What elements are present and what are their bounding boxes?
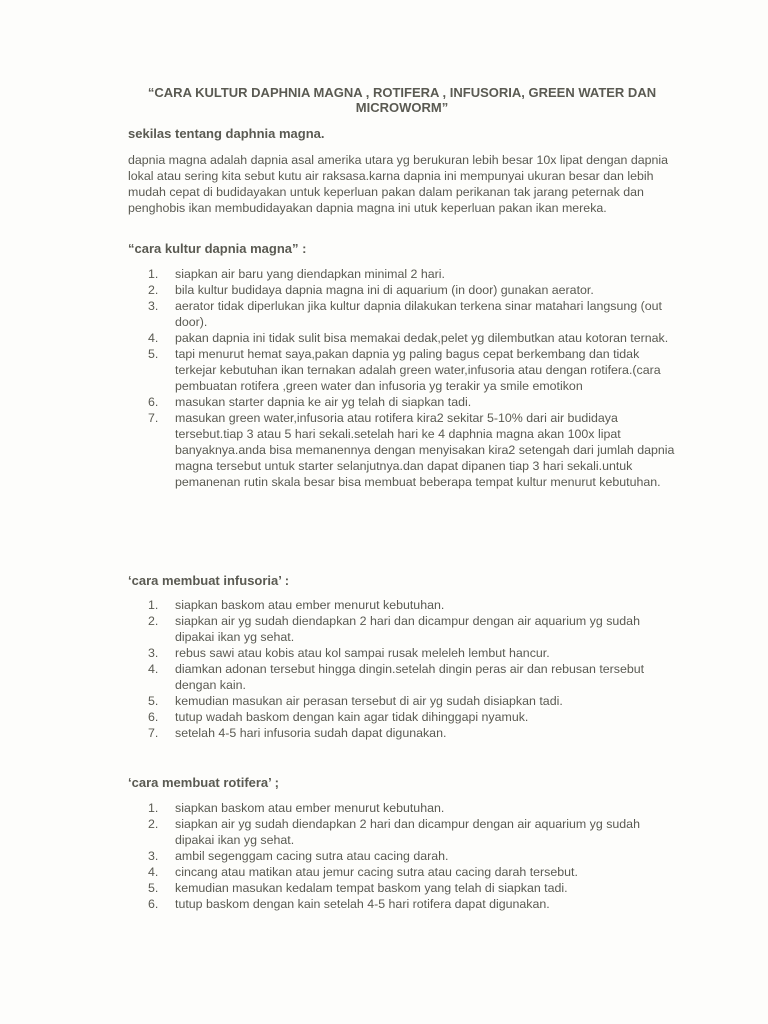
list-text: pakan dapnia ini tidak sulit bisa memakai dedak,pelet yg dilembutkan atau kotoran ternak. (175, 331, 669, 345)
list-item (128, 282, 676, 298)
list-item (128, 645, 676, 661)
list-number: 3. (148, 849, 159, 863)
rotifera-heading (128, 775, 676, 791)
list-number: 6. (148, 897, 159, 911)
list-text: kemudian masukan kedalam tempat baskom yang telah di siapkan tadi. (175, 881, 568, 895)
list-text: siapkan baskom atau ember menurut kebutuhan. (175, 598, 445, 612)
list-number: 5. (148, 694, 159, 708)
list-item (128, 613, 676, 645)
list-text: diamkan adonan tersebut hingga dingin.setelah dingin peras air dan rebusan tersebut dengan kain. (175, 662, 645, 692)
list-text: masukan starter dapnia ke air yg telah di siapkan tadi. (175, 395, 472, 409)
list-text: tutup baskom dengan kain setelah 4-5 hari rotifera dapat digunakan. (175, 897, 550, 911)
list-number: 4. (148, 331, 159, 345)
list-number: 3. (148, 299, 159, 313)
list-item (128, 800, 676, 816)
intro-paragraph: dapnia magna adalah dapnia asal amerika utara yg berukuran lebih besar 10x lipat dengan dapnia lokal atau sering kita sebut kutu air raksasa.karna dapnia ini mempunyai ukuran besar dan lebih mudah cepat di budidayakan untuk keperluan pakan dalam perikanan tak jarang peternak dan penghobis ikan membudidayakan dapnia magna ini utuk keperluan pakan ikan mereka. (128, 153, 669, 215)
daphnia-steps-list (128, 266, 676, 490)
list-text: cincang atau matikan atau jemur cacing sutra atau cacing darah tersebut. (175, 865, 578, 879)
list-text: tapi menurut hemat saya,pakan dapnia yg paling bagus cepat berkembang dan tidak terkejar kebutuhan ikan ternakan adalah green water,infusoria atau dengan rotifera.(cara pembuatan rotifera ,green water dan infusoria yg terakir ya smile emotikon (175, 347, 661, 393)
list-item (128, 330, 676, 346)
list-item (128, 298, 676, 330)
list-item (128, 597, 676, 613)
list-number: 2. (148, 614, 159, 628)
list-item (128, 709, 676, 725)
list-number: 6. (148, 710, 159, 724)
list-text: ambil segenggam cacing sutra atau cacing darah. (175, 849, 449, 863)
list-item (128, 864, 676, 880)
list-number: 4. (148, 865, 159, 879)
list-number: 5. (148, 347, 159, 361)
list-number: 2. (148, 817, 159, 831)
list-text: siapkan air yg sudah diendapkan 2 hari dan dicampur dengan air aquarium yg sudah dipakai ikan yg sehat. (175, 817, 640, 847)
list-item (128, 725, 676, 741)
list-number: 1. (148, 801, 159, 815)
list-number: 2. (148, 283, 159, 297)
document-title: “CARA KULTUR DAPHNIA MAGNA , ROTIFERA , INFUSORIA, GREEN WATER DAN MICROWORM” (147, 85, 657, 115)
list-item (128, 661, 676, 693)
infusoria-section (128, 597, 676, 741)
infusoria-heading-text: ‘cara membuat infusoria’ : (128, 573, 290, 588)
list-number: 5. (148, 881, 159, 895)
rotifera-heading-text: ‘cara membuat rotifera’ ; (128, 775, 279, 790)
list-item (128, 693, 676, 709)
list-item (128, 346, 676, 394)
list-text: masukan green water,infusoria atau rotifera kira2 sekitar 5-10% dari air budidaya tersebut.tiap 3 atau 5 hari sekali.setelah hari ke 4 daphnia magna akan 100x lipat banyaknya.anda bisa memanennya dengan menyisakan kira2 setengah dari jumlah dapnia magna tersebut untuk starter selanjutnya.dan dapat dipanen tiap 3 hari sekali.untuk pemanenan rutin skala besar bisa membuat beberapa tempat kultur menurut kebutuhan. (175, 411, 675, 489)
list-text: tutup wadah baskom dengan kain agar tidak dihinggapi nyamuk. (175, 710, 529, 724)
list-number: 7. (148, 726, 159, 740)
intro-heading-text: sekilas tentang daphnia magna. (128, 126, 325, 141)
list-text: siapkan air yg sudah diendapkan 2 hari dan dicampur dengan air aquarium yg sudah dipakai ikan yg sehat. (175, 614, 640, 644)
list-item (128, 266, 676, 282)
list-text: bila kultur budidaya dapnia magna ini di aquarium (in door) gunakan aerator. (175, 283, 594, 297)
list-text: kemudian masukan air perasan tersebut di air yg sudah disiapkan tadi. (175, 694, 563, 708)
daphnia-heading-text: “cara kultur dapnia magna” : (128, 241, 307, 256)
infusoria-steps-list (128, 597, 676, 741)
list-number: 6. (148, 395, 159, 409)
list-item (128, 410, 676, 490)
list-text: setelah 4-5 hari infusoria sudah dapat digunakan. (175, 726, 447, 740)
rotifera-section (128, 800, 676, 912)
list-number: 4. (148, 662, 159, 676)
infusoria-heading (128, 573, 676, 589)
list-text: siapkan air baru yang diendapkan minimal 2 hari. (175, 267, 445, 281)
list-item (128, 848, 676, 864)
list-text: rebus sawi atau kobis atau kol sampai rusak meleleh lembut hancur. (175, 646, 550, 660)
daphnia-heading (128, 241, 676, 257)
intro-section (128, 152, 676, 216)
daphnia-section (128, 266, 676, 490)
list-text: aerator tidak diperlukan jika kultur dapnia dilakukan terkena sinar matahari langsung (out door). (175, 299, 662, 329)
list-number: 1. (148, 598, 159, 612)
list-number: 7. (148, 411, 159, 425)
rotifera-steps-list (128, 800, 676, 912)
intro-heading (128, 126, 676, 142)
list-item (128, 880, 676, 896)
list-item (128, 816, 676, 848)
list-number: 3. (148, 646, 159, 660)
list-text: siapkan baskom atau ember menurut kebutuhan. (175, 801, 445, 815)
list-item (128, 394, 676, 410)
list-number: 1. (148, 267, 159, 281)
list-item (128, 896, 676, 912)
